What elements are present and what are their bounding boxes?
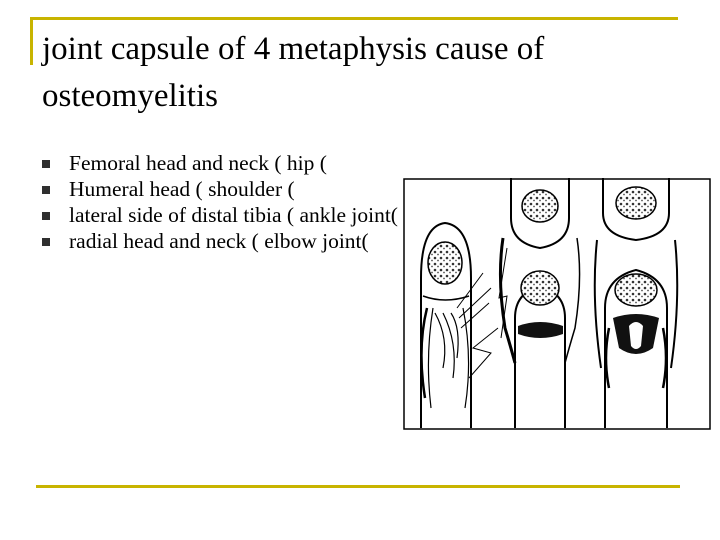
- bullet-text: Femoral head and neck ( hip (: [69, 151, 327, 175]
- bullet-item: [40, 150, 400, 176]
- title-rule-top: [30, 17, 678, 20]
- square-bullet-icon: [42, 238, 50, 246]
- joint-capsule-illustration: [403, 178, 711, 430]
- square-bullet-icon: [42, 212, 50, 220]
- bullet-item: [40, 202, 400, 228]
- bullet-list: [40, 150, 400, 254]
- bullet-text: Humeral head ( shoulder (: [69, 177, 295, 201]
- square-bullet-icon: [42, 186, 50, 194]
- bullet-item: [40, 176, 400, 202]
- square-bullet-icon: [42, 160, 50, 168]
- bullet-text: radial head and neck ( elbow joint(: [69, 229, 369, 253]
- bullet-item: [40, 228, 400, 254]
- slide-title: joint capsule of 4 metaphysis cause of osteomyelitis: [42, 31, 545, 114]
- title-rule-left: [30, 17, 33, 65]
- footer-rule: [36, 485, 680, 488]
- bullet-text: lateral side of distal tibia ( ankle joint(: [69, 203, 398, 227]
